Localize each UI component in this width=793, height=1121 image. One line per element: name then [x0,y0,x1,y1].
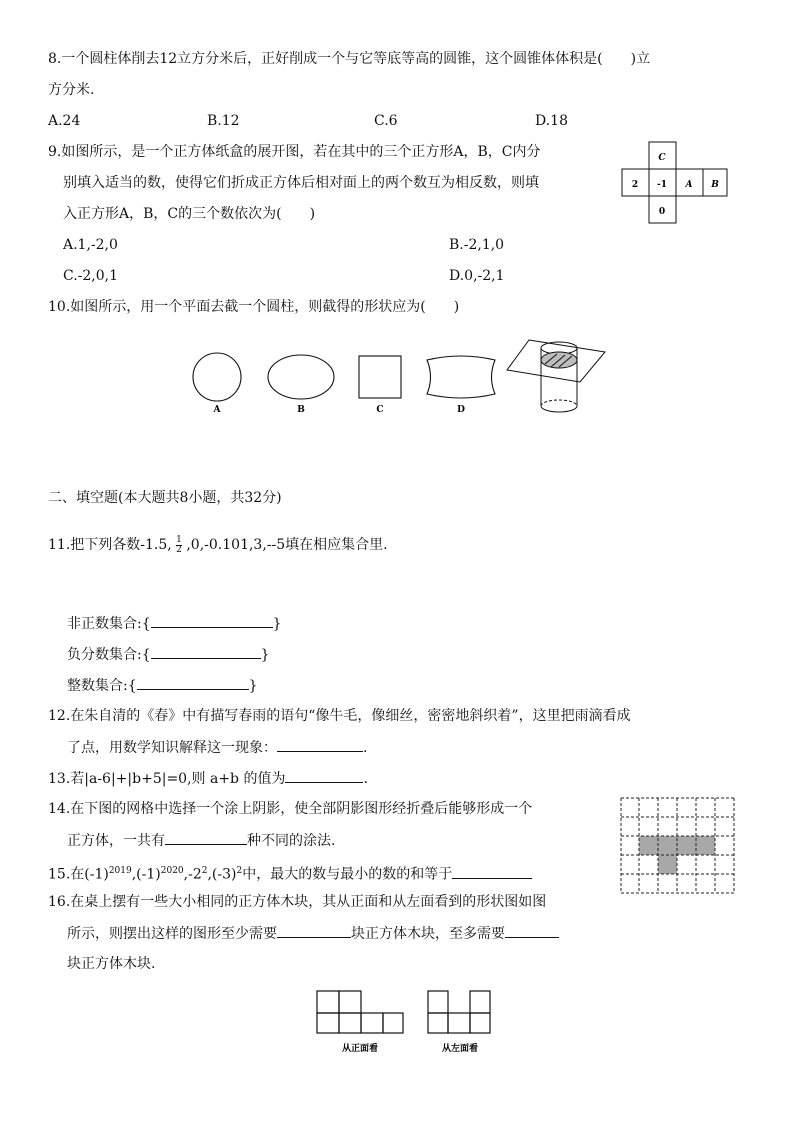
q16-line1: 16.在桌上摆有一些大小相同的正方体木块，其从正面和从左面看到的形状图如图 [48,894,547,910]
q9-line3: 入正方形A，B，C的三个数依次为( ) [63,206,316,222]
q16-text-a: 所示，则摆出这样的图形至少需要 [67,926,277,942]
set3-blank[interactable] [137,675,249,690]
q10-line1: 10.如图所示，用一个平面去截一个圆柱，则截得的形状应为( ) [48,299,460,315]
q14-line1: 14.在下图的网格中选择一个涂上阴影，使全部阴影图形经折叠后能够形成一个 [48,801,533,817]
set1-close: } [272,616,282,632]
q8-line2: 方分米. [48,82,95,98]
q14-blank[interactable] [165,830,247,845]
q13-text: 13.若|a-6|+|b+5|=0,则 a+b 的值为 [48,771,286,787]
q9-line1: 9.如图所示，是一个正方体纸盒的展开图，若在其中的三个正方形A，B，C内分 [48,144,541,160]
q12-line1: 12.在朱自清的《春》中有描写春雨的语句“像牛毛，像细丝，密密地斜织着”，这里把雨滴看成 [48,708,631,724]
q14-text-a: 正方体，一共有 [67,833,165,849]
q11-set-integer [67,675,258,696]
q15-line [48,861,532,885]
shape-ellipse [268,355,334,399]
q11-frac-den: 2 [176,544,182,555]
shading-grid-figure [620,797,736,895]
cylinder-with-plane [507,340,605,412]
net-cell-2: 2 [631,180,639,190]
label-b: B [297,405,305,415]
q13-end: . [363,771,368,787]
label-a: A [213,405,221,415]
left-view-caption: 从左面看 [441,1044,479,1054]
q15-e1: 2019 [108,866,132,876]
q12-line2 [67,737,367,758]
q8-option-d: D.18 [535,113,568,129]
cross-section-options-figure [185,330,615,420]
q15-t1: 15.在(-1) [48,866,109,883]
q9-option-c: C.-2,0,1 [63,268,119,284]
q15-e3: 2 [201,866,208,876]
cube-net-figure [620,140,730,224]
shape-circle [193,353,241,401]
set2-label: 负分数集合:{ [67,647,151,663]
q12-text: 了点，用数学知识解释这一现象： [67,740,277,756]
set2-blank[interactable] [151,644,261,659]
set3-close: } [248,678,258,694]
set1-blank[interactable] [151,613,273,628]
q15-e2: 2020 [160,866,184,876]
q8-option-a: A.24 [48,113,81,129]
q8-option-c: C.6 [374,113,398,129]
q16-blank-max[interactable] [505,923,559,938]
set3-label: 整数集合:{ [67,678,137,694]
net-cell-b: B [711,180,719,190]
q11-prefix: 11.把下列各数-1.5, [48,537,172,553]
q16-text-b: 块正方体木块，至多需要 [351,926,505,942]
q15-t3: ,-2 [183,866,202,883]
q16-blank-min[interactable] [277,923,351,938]
q14-line2 [67,830,335,851]
q11-line1 [48,535,388,555]
q9-line2: 别填入适当的数，使得它们折成正方体后相对面上的两个数互为相反数，则填 [63,175,539,191]
q15-t4: ,(-3) [207,866,237,883]
set1-label: 非正数集合:{ [67,616,151,632]
q15-blank[interactable] [452,864,532,879]
q8-option-b: B.12 [207,113,240,129]
q13-blank[interactable] [285,768,363,783]
q14-text-b: 种不同的涂法. [247,833,336,849]
q11-fraction [176,536,182,555]
section-2-title: 二、填空题(本大题共8小题，共32分) [48,490,282,506]
set2-close: } [260,647,270,663]
q15-e4: 2 [236,866,243,876]
q16-line2 [67,923,559,944]
q16-line3: 块正方体木块. [67,956,156,972]
net-cell-0: 0 [658,207,666,217]
q13-line [48,768,368,789]
label-d: D [457,405,465,415]
q9-option-b: B.-2,1,0 [449,237,505,253]
q12-end: . [363,740,368,756]
front-view-caption: 从正面看 [341,1044,379,1054]
q11-suffix: ,0,-0.101,3,--5填在相应集合里. [186,537,388,553]
q15-t5: 中，最大的数与最小的数的和等于 [242,866,453,883]
q12-blank[interactable] [277,737,363,752]
label-c: C [376,405,384,415]
shape-square [359,356,401,398]
shape-curved-rect [427,356,495,398]
net-cell-a: A [685,180,693,190]
net-cell-c: C [658,153,666,163]
q11-set-negative-fraction [67,644,270,665]
q8-line1: 8.一个圆柱体削去12立方分米后，正好削成一个与它等底等高的圆锥，这个圆锥体体积是( )立 [48,51,651,67]
q15-t2: ,(-1) [131,866,161,883]
q11-set-nonpositive [67,613,282,634]
q9-option-d: D.0,-2,1 [449,268,505,284]
q9-option-a: A.1,-2,0 [63,237,118,253]
net-cell-minus1: -1 [657,180,667,190]
views-figure [312,988,502,1058]
q11-frac-num: 1 [176,534,182,545]
